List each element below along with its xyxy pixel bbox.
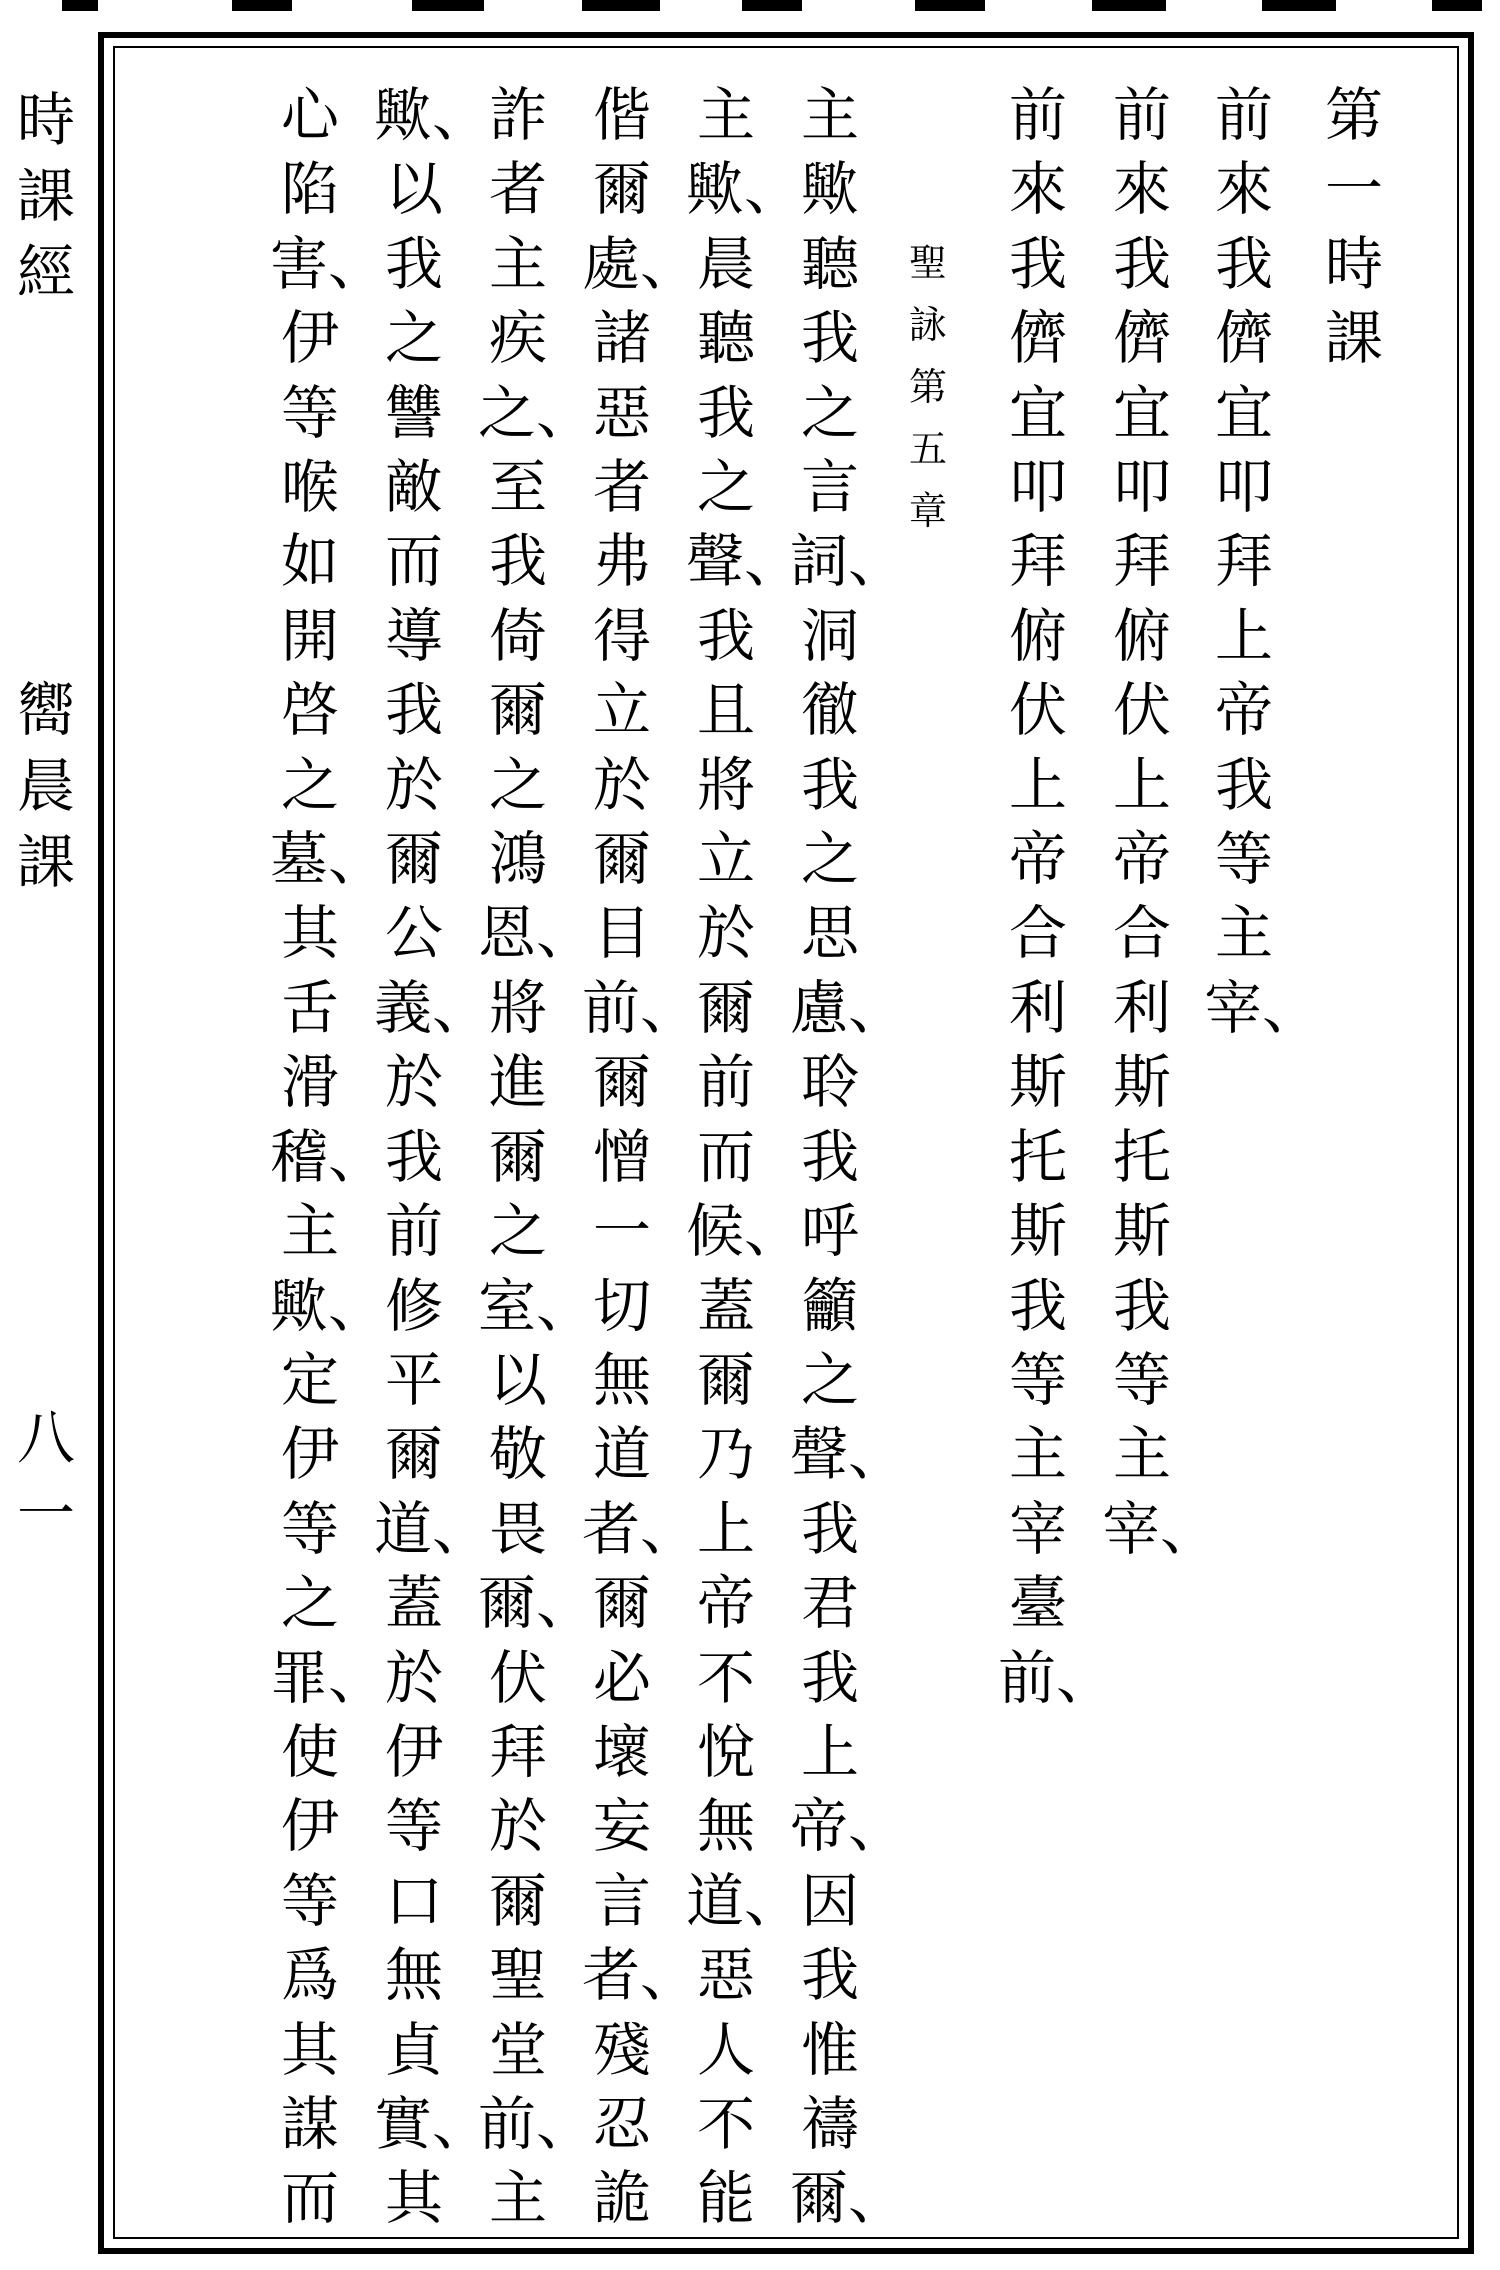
glyph: 我 — [488, 527, 547, 596]
glyph: 經 — [16, 238, 75, 306]
glyph: 主 — [488, 229, 547, 298]
glyph: 因 — [800, 1866, 859, 1935]
glyph: 之 — [488, 1197, 547, 1266]
glyph: 使 — [280, 1717, 339, 1786]
glyph: 叩 — [1214, 453, 1273, 522]
glyph: 儕 — [1008, 304, 1067, 373]
glyph: 其 — [384, 2164, 443, 2233]
glyph: 聆 — [800, 1048, 859, 1117]
glyph: 稽、 — [270, 1122, 387, 1191]
glyph: 聲、 — [686, 527, 803, 596]
glyph: 以 — [488, 1345, 547, 1414]
glyph: 嚮 — [16, 676, 75, 744]
glyph: 口 — [384, 1866, 443, 1935]
glyph: 爾 — [488, 1122, 547, 1191]
glyph: 主 — [1112, 1420, 1171, 1489]
glyph: 慮、 — [790, 973, 907, 1042]
glyph: 上 — [800, 1717, 859, 1786]
glyph: 第 — [1324, 81, 1383, 149]
text-column-8 — [582, 78, 699, 2236]
glyph: 於 — [488, 1792, 547, 1861]
glyph: 聖 — [488, 1941, 547, 2010]
glyph: 定 — [280, 1345, 339, 1414]
text-column-9 — [478, 78, 595, 2236]
glyph: 不 — [696, 2089, 755, 2158]
glyph: 爾 — [696, 973, 755, 1042]
glyph: 我 — [800, 1122, 859, 1191]
glyph: 無 — [592, 1345, 651, 1414]
glyph: 五 — [908, 427, 947, 471]
glyph: 立 — [592, 676, 651, 745]
glyph: 偕 — [592, 81, 651, 149]
glyph: 上 — [1008, 750, 1067, 819]
glyph: 妄 — [592, 1792, 651, 1861]
glyph: 斯 — [1112, 1048, 1171, 1117]
glyph: 呼 — [800, 1197, 859, 1266]
glyph: 滑 — [280, 1048, 339, 1117]
glyph: 詠 — [908, 303, 947, 347]
glyph: 一 — [16, 1480, 75, 1548]
glyph: 室、 — [478, 1271, 595, 1340]
glyph: 利 — [1008, 973, 1067, 1042]
margin-section-title — [14, 672, 78, 900]
glyph: 課 — [16, 828, 75, 896]
glyph: 爾 — [696, 1345, 755, 1414]
glyph: 叩 — [1008, 453, 1067, 522]
glyph: 喉 — [280, 453, 339, 522]
glyph: 等 — [1112, 1345, 1171, 1414]
glyph: 惟 — [800, 2015, 859, 2084]
glyph: 斯 — [1008, 1048, 1067, 1117]
glyph: 禱 — [800, 2089, 859, 2158]
text-column-heading — [1314, 78, 1394, 376]
glyph: 進 — [488, 1048, 547, 1117]
glyph: 者 — [488, 155, 547, 224]
glyph: 歟、 — [374, 81, 491, 149]
glyph: 主 — [1214, 899, 1273, 968]
glyph: 其 — [280, 2015, 339, 2084]
glyph: 能 — [696, 2164, 755, 2233]
glyph: 倚 — [488, 601, 547, 670]
glyph: 畏 — [488, 1494, 547, 1563]
glyph: 聖 — [908, 241, 947, 285]
glyph: 惡 — [592, 378, 651, 447]
glyph: 道 — [592, 1420, 651, 1489]
glyph: 斯 — [1008, 1197, 1067, 1266]
glyph: 托 — [1112, 1122, 1171, 1191]
glyph: 弗 — [592, 527, 651, 596]
glyph: 我 — [800, 1941, 859, 2010]
glyph: 敵 — [384, 453, 443, 522]
glyph: 來 — [1008, 155, 1067, 224]
glyph: 章 — [908, 489, 947, 533]
text-column-7 — [686, 78, 803, 2236]
glyph: 來 — [1112, 155, 1171, 224]
glyph: 諸 — [592, 304, 651, 373]
glyph: 陷 — [280, 155, 339, 224]
glyph: 主 — [696, 81, 755, 149]
glyph: 無 — [696, 1792, 755, 1861]
glyph: 宰 — [1008, 1494, 1067, 1563]
glyph: 蓋 — [384, 1569, 443, 1638]
glyph: 以 — [384, 155, 443, 224]
glyph: 道、 — [374, 1494, 491, 1563]
glyph: 貞 — [384, 2015, 443, 2084]
glyph: 伏 — [488, 1643, 547, 1712]
text-column-2 — [1204, 78, 1321, 1045]
glyph: 之 — [696, 453, 755, 522]
text-column-6 — [790, 78, 907, 2236]
glyph: 晨 — [16, 752, 75, 820]
glyph: 我 — [1112, 1271, 1171, 1340]
glyph: 臺 — [1008, 1569, 1067, 1638]
glyph: 合 — [1008, 899, 1067, 968]
glyph: 八 — [16, 1404, 75, 1472]
glyph: 詐 — [488, 81, 547, 149]
glyph: 一 — [1324, 155, 1383, 224]
glyph: 伏 — [1008, 676, 1067, 745]
glyph: 前 — [1214, 81, 1273, 149]
glyph: 之 — [800, 825, 859, 894]
glyph: 俯 — [1008, 601, 1067, 670]
glyph: 爾 — [592, 155, 651, 224]
glyph: 人 — [696, 2015, 755, 2084]
glyph: 我 — [1112, 229, 1171, 298]
glyph: 者、 — [582, 1494, 699, 1563]
glyph: 伊 — [280, 1420, 339, 1489]
glyph: 我 — [696, 378, 755, 447]
glyph: 讐 — [384, 378, 443, 447]
glyph: 蓋 — [696, 1271, 755, 1340]
glyph: 處、 — [582, 229, 699, 298]
glyph: 心 — [280, 81, 339, 149]
glyph: 平 — [384, 1345, 443, 1414]
glyph: 不 — [696, 1643, 755, 1712]
glyph: 前 — [1008, 81, 1067, 149]
glyph: 之 — [384, 304, 443, 373]
glyph: 爾、 — [790, 2164, 907, 2233]
glyph: 必 — [592, 1643, 651, 1712]
glyph: 等 — [1008, 1345, 1067, 1414]
glyph: 晨 — [696, 229, 755, 298]
glyph: 於 — [384, 750, 443, 819]
glyph: 歟 — [800, 155, 859, 224]
glyph: 啓 — [280, 676, 339, 745]
glyph: 而 — [384, 527, 443, 596]
glyph: 宰、 — [1204, 973, 1321, 1042]
glyph: 爾 — [384, 1420, 443, 1489]
glyph: 上 — [1112, 750, 1171, 819]
glyph: 我 — [696, 601, 755, 670]
glyph: 宜 — [1214, 378, 1273, 447]
glyph: 言 — [800, 453, 859, 522]
glyph: 詭 — [592, 2164, 651, 2233]
glyph: 前、 — [582, 973, 699, 1042]
glyph: 我 — [800, 304, 859, 373]
glyph: 無 — [384, 1941, 443, 2010]
glyph: 主 — [1008, 1420, 1067, 1489]
glyph: 拜 — [1214, 527, 1273, 596]
glyph: 宰、 — [1102, 1494, 1219, 1563]
glyph: 徹 — [800, 676, 859, 745]
glyph: 拜 — [1008, 527, 1067, 596]
glyph: 叩 — [1112, 453, 1171, 522]
glyph: 爾 — [384, 825, 443, 894]
glyph: 而 — [696, 1122, 755, 1191]
glyph: 爾 — [488, 676, 547, 745]
glyph: 帝 — [696, 1569, 755, 1638]
glyph: 於 — [384, 1048, 443, 1117]
glyph: 歟、 — [686, 155, 803, 224]
text-column-3 — [1102, 78, 1219, 1566]
glyph: 爾、 — [478, 1569, 595, 1638]
glyph: 修 — [384, 1271, 443, 1340]
glyph: 墓、 — [270, 825, 387, 894]
glyph: 開 — [280, 601, 339, 670]
glyph: 者 — [592, 453, 651, 522]
glyph: 等 — [384, 1792, 443, 1861]
glyph: 第 — [908, 365, 947, 409]
glyph: 我 — [384, 676, 443, 745]
glyph: 思 — [800, 899, 859, 968]
glyph: 壞 — [592, 1717, 651, 1786]
glyph: 君 — [800, 1569, 859, 1638]
glyph: 悅 — [696, 1717, 755, 1786]
glyph: 歟、 — [270, 1271, 387, 1340]
glyph: 之 — [280, 750, 339, 819]
psalm-heading — [888, 232, 968, 542]
text-column-10 — [374, 78, 491, 2236]
glyph: 籲 — [800, 1271, 859, 1340]
glyph: 實、 — [374, 2089, 491, 2158]
glyph: 謀 — [280, 2089, 339, 2158]
glyph: 候、 — [686, 1197, 803, 1266]
glyph: 者、 — [582, 1941, 699, 2010]
glyph: 我 — [1214, 229, 1273, 298]
glyph: 帝 — [1112, 825, 1171, 894]
text-column-4 — [998, 78, 1115, 1715]
glyph: 我 — [800, 1494, 859, 1563]
glyph: 帝 — [1214, 676, 1273, 745]
glyph: 上 — [696, 1494, 755, 1563]
glyph: 聽 — [696, 304, 755, 373]
top-edge-marks — [0, 0, 1500, 14]
glyph: 疾 — [488, 304, 547, 373]
glyph: 宜 — [1112, 378, 1171, 447]
glyph: 主 — [488, 2164, 547, 2233]
glyph: 敬 — [488, 1420, 547, 1489]
glyph: 恩、 — [478, 899, 595, 968]
glyph: 將 — [488, 973, 547, 1042]
glyph: 帝 — [1008, 825, 1067, 894]
glyph: 前 — [1112, 81, 1171, 149]
glyph: 時 — [16, 86, 75, 154]
glyph: 爾 — [592, 825, 651, 894]
glyph: 儕 — [1214, 304, 1273, 373]
glyph: 言 — [592, 1866, 651, 1935]
glyph: 之、 — [478, 378, 595, 447]
glyph: 堂 — [488, 2015, 547, 2084]
glyph: 且 — [696, 676, 755, 745]
glyph: 之 — [280, 1569, 339, 1638]
glyph: 來 — [1214, 155, 1273, 224]
glyph: 等 — [280, 1494, 339, 1563]
glyph: 課 — [1324, 304, 1383, 373]
glyph: 我 — [1008, 1271, 1067, 1340]
glyph: 於 — [592, 750, 651, 819]
glyph: 俯 — [1112, 601, 1171, 670]
glyph: 等 — [280, 378, 339, 447]
glyph: 爲 — [280, 1941, 339, 2010]
margin-book-title — [14, 82, 78, 310]
glyph: 得 — [592, 601, 651, 670]
glyph: 伏 — [1112, 676, 1171, 745]
glyph: 聲、 — [790, 1420, 907, 1489]
glyph: 洞 — [800, 601, 859, 670]
glyph: 切 — [592, 1271, 651, 1340]
glyph: 其 — [280, 899, 339, 968]
glyph: 憎 — [592, 1122, 651, 1191]
glyph: 道、 — [686, 1866, 803, 1935]
glyph: 於 — [696, 899, 755, 968]
glyph: 公 — [384, 899, 443, 968]
glyph: 立 — [696, 825, 755, 894]
glyph: 乃 — [696, 1420, 755, 1489]
glyph: 等 — [1214, 825, 1273, 894]
glyph: 於 — [384, 1643, 443, 1712]
glyph: 罪、 — [270, 1643, 387, 1712]
glyph: 前 — [384, 1197, 443, 1266]
glyph: 伊 — [280, 304, 339, 373]
glyph: 儕 — [1112, 304, 1171, 373]
glyph: 斯 — [1112, 1197, 1171, 1266]
glyph: 等 — [280, 1866, 339, 1935]
glyph: 合 — [1112, 899, 1171, 968]
glyph: 我 — [384, 229, 443, 298]
glyph: 時 — [1324, 229, 1383, 298]
glyph: 而 — [280, 2164, 339, 2233]
glyph: 宜 — [1008, 378, 1067, 447]
glyph: 之 — [488, 750, 547, 819]
glyph: 主 — [280, 1197, 339, 1266]
glyph: 至 — [488, 453, 547, 522]
glyph: 鴻 — [488, 825, 547, 894]
glyph: 導 — [384, 601, 443, 670]
glyph: 主 — [800, 81, 859, 149]
glyph: 我 — [384, 1122, 443, 1191]
glyph: 前、 — [998, 1643, 1115, 1712]
glyph: 伊 — [280, 1792, 339, 1861]
glyph: 忍 — [592, 2089, 651, 2158]
glyph: 如 — [280, 527, 339, 596]
glyph: 上 — [1214, 601, 1273, 670]
glyph: 爾 — [488, 1866, 547, 1935]
glyph: 害、 — [270, 229, 387, 298]
glyph: 殘 — [592, 2015, 651, 2084]
glyph: 前、 — [478, 2089, 595, 2158]
glyph: 目 — [592, 899, 651, 968]
glyph: 惡 — [696, 1941, 755, 2010]
glyph: 利 — [1112, 973, 1171, 1042]
margin-page-number — [14, 1400, 78, 1552]
glyph: 一 — [592, 1197, 651, 1266]
glyph: 拜 — [488, 1717, 547, 1786]
glyph: 帝、 — [790, 1792, 907, 1861]
glyph: 舌 — [280, 973, 339, 1042]
glyph: 爾 — [592, 1569, 651, 1638]
glyph: 前 — [696, 1048, 755, 1117]
glyph: 之 — [800, 1345, 859, 1414]
glyph: 拜 — [1112, 527, 1171, 596]
glyph: 我 — [1214, 750, 1273, 819]
glyph: 詞、 — [790, 527, 907, 596]
glyph: 將 — [696, 750, 755, 819]
glyph: 伊 — [384, 1717, 443, 1786]
glyph: 義、 — [374, 973, 491, 1042]
glyph: 爾 — [592, 1048, 651, 1117]
glyph: 我 — [1008, 229, 1067, 298]
glyph: 聽 — [800, 229, 859, 298]
glyph: 托 — [1008, 1122, 1067, 1191]
glyph: 我 — [800, 750, 859, 819]
glyph: 之 — [800, 378, 859, 447]
glyph: 我 — [800, 1643, 859, 1712]
glyph: 課 — [16, 162, 75, 230]
text-column-11 — [270, 78, 387, 2236]
